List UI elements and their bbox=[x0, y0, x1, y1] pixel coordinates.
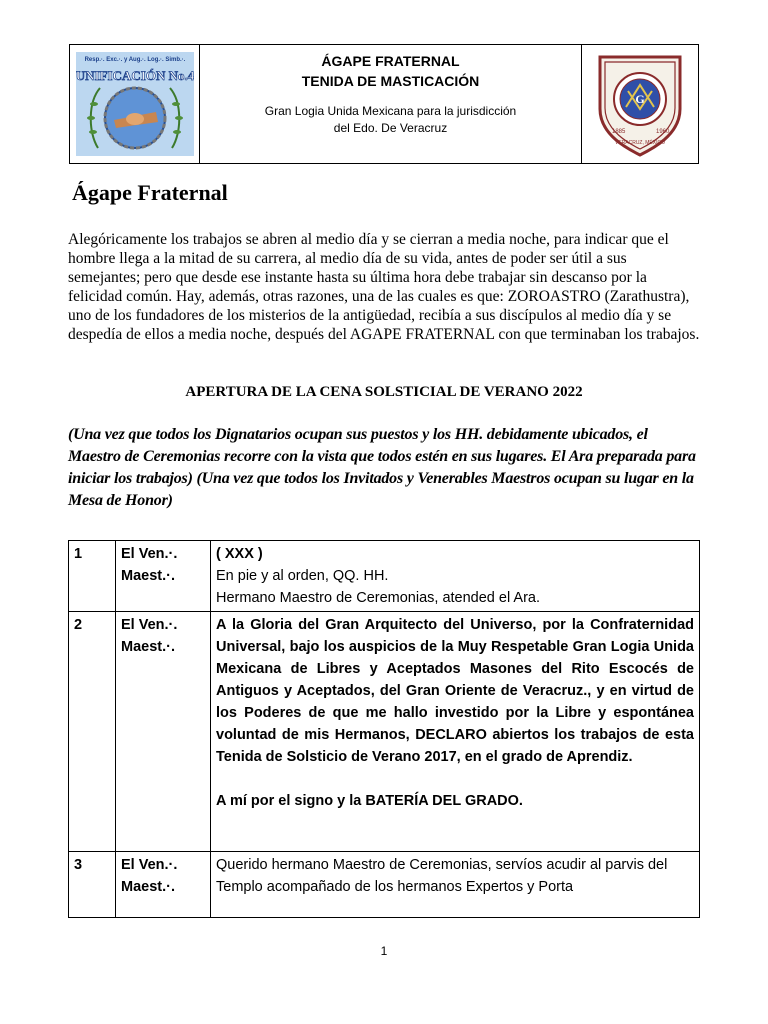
table-row bbox=[69, 612, 700, 852]
left-logo-cell bbox=[70, 45, 200, 163]
dialogue-cell: Querido hermano Maestro de Ceremonias, servíos acudir al parvis del Templo acompañado de los hermanos Expertos y Porta bbox=[211, 852, 700, 918]
dialogue-cell bbox=[211, 612, 700, 852]
lodge-logo-unificacion bbox=[76, 52, 194, 156]
dialogue-paragraph2: A mí por el signo y la BATERÍA DEL GRADO. bbox=[216, 793, 523, 809]
dialogue-cell bbox=[211, 541, 700, 612]
left-logo-top-text: Resp.·. Exc.·. y Aug.·. Log.·. Simb.·. bbox=[84, 57, 185, 63]
speaker-line1: El Ven.·. bbox=[121, 617, 178, 633]
section-heading: APERTURA DE LA CENA SOLSTICIAL DE VERANO 2022 bbox=[185, 384, 583, 400]
ceremony-instructions: (Una vez que todos los Dignatarios ocupan sus puestos y los HH. debidamente ubicados, el Maestro de Ceremonias recorre con la vista que todos estén en sus lugares. El Ara preparada para iniciar los trabajos) (Una vez que todos los Invitados y Venerables Maestros ocupan su lugar en la Mesa de Honor) bbox=[68, 426, 696, 509]
speaker-line2: Maest.·. bbox=[121, 879, 175, 895]
paragraph-spacer bbox=[216, 768, 694, 790]
row-number: 3 bbox=[69, 852, 116, 918]
shield-year-right: 1960 bbox=[656, 129, 670, 135]
grand-lodge-shield-logo bbox=[592, 51, 688, 157]
shield-bottom-text: VERACRUZ, MÉXICO bbox=[614, 140, 666, 146]
speaker-cell bbox=[116, 612, 211, 852]
speaker-line1: El Ven.·. bbox=[121, 546, 178, 562]
header-title-block bbox=[200, 45, 581, 163]
header-subtitle bbox=[200, 103, 581, 137]
left-logo-main-text: UNIFICACIÓN No.4 bbox=[75, 68, 194, 83]
speaker-line2: Maest.·. bbox=[121, 568, 175, 584]
table-row bbox=[69, 541, 700, 612]
dialogue-line1: ( XXX ) bbox=[216, 546, 263, 562]
header-subtitle-line1: Gran Logia Unida Mexicana para la jurisdicción bbox=[264, 104, 517, 118]
intro-paragraph: Alegóricamente los trabajos se abren al medio día y se cierran a media noche, para indicar que el hombre llega a la mitad de su carrera, al medio día de su vida, antes de poder ser útil a sus semejantes; pero que desde ese instante hasta su última hora debe trabajar sin descanso por la felicidad común. Hay, además, otras razones, una de las cuales es que: ZOROASTRO (Zarathustra), uno de los fundadores de los misterios de la antigüedad, recibía a sus discípulos al medio día y se despedía de ellos a media noche, después del AGAPE FRATERNAL con que terminaban los trabajos. bbox=[68, 231, 700, 343]
page-number: 1 bbox=[380, 944, 388, 958]
row-number: 2 bbox=[69, 612, 116, 852]
shield-letter: G bbox=[635, 92, 645, 106]
header-title-line2: TENIDA DE MASTICACIÓN bbox=[301, 73, 480, 89]
table-row bbox=[69, 852, 700, 918]
speaker-cell bbox=[116, 852, 211, 918]
header-title-line1: ÁGAPE FRATERNAL bbox=[321, 53, 460, 69]
document-header bbox=[69, 44, 699, 164]
dialogue-line2: En pie y al orden, QQ. HH. bbox=[216, 568, 389, 584]
dialogue-line3: Hermano Maestro de Ceremonias, atended el Ara. bbox=[216, 590, 541, 606]
dialogue-paragraph1: A la Gloria del Gran Arquitecto del Universo, por la Confraternidad Universal, bajo los auspicios de la Muy Respetable Gran Logia Unida Mexicana de Libres y Aceptados Masones del Rito Escocés de Antiguos y Aceptados, del Gran Oriente de Veracruz., y en virtud de los Poderes de que me hallo investido por la Libre y espontánea voluntad de mis Hermanos, DECLARO abiertos los trabajos de esta Tenida de Solsticio de Verano 2017, en el grado de Aprendiz. bbox=[216, 617, 694, 765]
header-subtitle-line2: del Edo. De Veracruz bbox=[333, 121, 448, 135]
speaker-line1: El Ven.·. bbox=[121, 857, 178, 873]
speaker-cell bbox=[116, 541, 211, 612]
speaker-line2: Maest.·. bbox=[121, 639, 175, 655]
ritual-table bbox=[68, 540, 700, 918]
document-title: Ágape Fraternal bbox=[72, 180, 228, 205]
header-title bbox=[200, 51, 581, 91]
row-number: 1 bbox=[69, 541, 116, 612]
right-logo-cell bbox=[581, 45, 698, 163]
shield-year-left: 1885 bbox=[612, 129, 626, 135]
